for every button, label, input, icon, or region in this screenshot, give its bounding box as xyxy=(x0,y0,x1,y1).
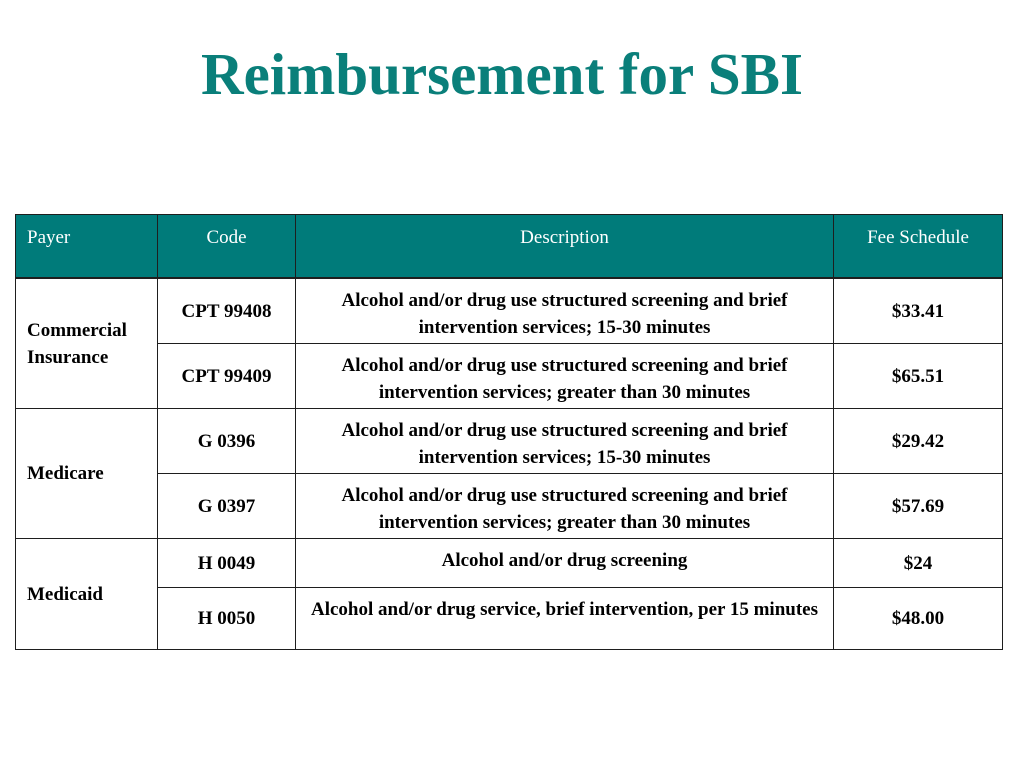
table-row xyxy=(16,474,1003,539)
header-payer: Payer xyxy=(16,215,158,279)
fee-cell: $65.51 xyxy=(834,344,1003,409)
table-row xyxy=(16,344,1003,409)
code-cell: G 0396 xyxy=(158,409,296,474)
payer-cell: Medicare xyxy=(16,409,158,539)
description-cell: Alcohol and/or drug screening xyxy=(296,539,834,588)
fee-cell: $24 xyxy=(834,539,1003,588)
slide-title: Reimbursement for SBI xyxy=(201,41,803,107)
table-row xyxy=(16,409,1003,474)
description-cell: Alcohol and/or drug use structured screening and brief intervention services; greater than 30 minutes xyxy=(296,344,834,409)
code-cell: H 0049 xyxy=(158,539,296,588)
description-cell: Alcohol and/or drug use structured screening and brief intervention services; greater than 30 minutes xyxy=(296,474,834,539)
fee-cell: $57.69 xyxy=(834,474,1003,539)
header-fee-schedule: Fee Schedule xyxy=(834,215,1003,279)
description-cell: Alcohol and/or drug service, brief intervention, per 15 minutes xyxy=(296,588,834,650)
payer-cell: Medicaid xyxy=(16,539,158,650)
table-header-row xyxy=(16,215,1003,279)
fee-cell: $33.41 xyxy=(834,278,1003,344)
header-description: Description xyxy=(296,215,834,279)
description-cell: Alcohol and/or drug use structured screening and brief intervention services; 15-30 minutes xyxy=(296,409,834,474)
fee-cell: $48.00 xyxy=(834,588,1003,650)
code-cell: H 0050 xyxy=(158,588,296,650)
table-row xyxy=(16,539,1003,588)
table-row xyxy=(16,278,1003,344)
table-row xyxy=(16,588,1003,650)
code-cell: CPT 99409 xyxy=(158,344,296,409)
code-cell: G 0397 xyxy=(158,474,296,539)
reimbursement-table xyxy=(15,214,1003,650)
payer-cell: Commercial Insurance xyxy=(16,278,158,409)
description-cell: Alcohol and/or drug use structured screening and brief intervention services; 15-30 minutes xyxy=(296,278,834,344)
fee-cell: $29.42 xyxy=(834,409,1003,474)
header-code: Code xyxy=(158,215,296,279)
code-cell: CPT 99408 xyxy=(158,278,296,344)
